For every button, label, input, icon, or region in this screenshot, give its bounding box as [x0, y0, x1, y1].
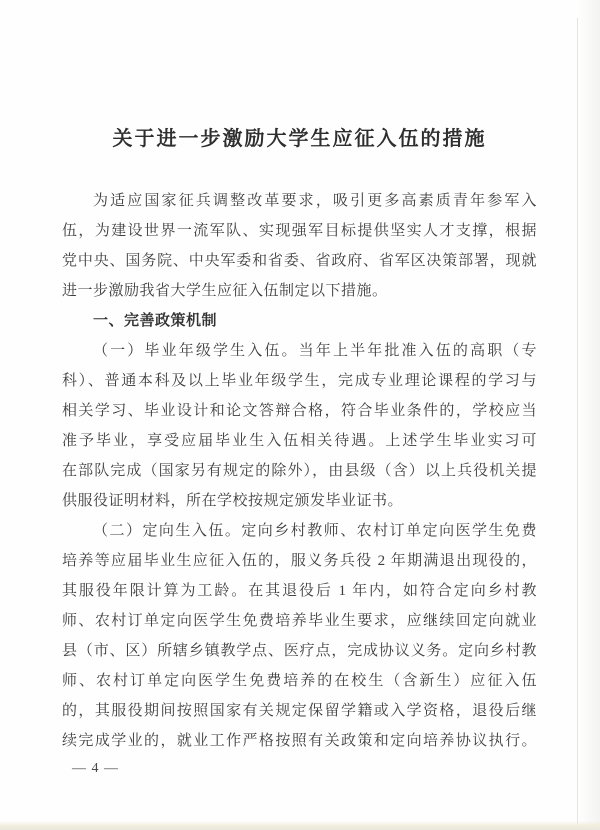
document-title: 关于进一步激励大学生应征入伍的措施 — [112, 128, 487, 150]
item1-line: （一）毕业年级学生入伍。当年上半年批准入伍的高职（专 — [93, 343, 537, 359]
item1-line: 在部队完成（国家另有规定的除外），由县级（含）以上兵役机关提 — [62, 463, 537, 479]
item2-line: 师、农村订单定向医学生免费培养毕业生要求，应继续回定向就业 — [62, 613, 537, 629]
intro-line: 伍，为建设世界一流军队、实现强军目标提供坚实人才支撑，根据 — [62, 223, 537, 239]
item1-line: 相关学习、毕业设计和论文答辩合格，符合毕业条件的，学校应当 — [62, 403, 537, 419]
item2-line: 的，其服役期间按照国家有关规定保留学籍或入学资格，退役后继 — [62, 703, 537, 719]
item1-line: 科）、普通本科及以上毕业年级学生，完成专业理论课程的学习与 — [62, 373, 537, 389]
item2-line: 培养等应届毕业生应征入伍的，服义务兵役 2 年期满退出现役的， — [62, 553, 537, 569]
scan-page-edge-line — [577, 18, 578, 830]
intro-line: 为适应国家征兵调整改革要求，吸引更多高素质青年参军入 — [93, 193, 537, 209]
document-content — [62, 0, 537, 786]
section-heading: 一、完善政策机制 — [93, 313, 218, 329]
item2-line: 续完成学业的，就业工作严格按照有关政策和定向培养协议执行。 — [62, 733, 537, 749]
item2-line: （二）定向生入伍。定向乡村教师、农村订单定向医学生免费 — [93, 523, 537, 539]
item1-line: 供服役证明材料，所在学校按规定颁发毕业证书。 — [62, 493, 404, 509]
scan-right-shadow — [578, 0, 600, 830]
item2-line: 师、农村订单定向医学生免费培养的在校生（含新生）应征入伍 — [62, 673, 537, 689]
document-body — [62, 186, 537, 786]
item2-line: 其服役年限计算为工龄。在其退役后 1 年内，如符合定向乡村教 — [62, 583, 537, 599]
item2-line: 县（市、区）所辖乡镇教学点、医疗点，完成协议义务。定向乡村教 — [62, 643, 537, 659]
intro-line: 党中央、国务院、中央军委和省委、省政府、省军区决策部署，现就 — [62, 253, 537, 269]
intro-line: 进一步激励我省大学生应征入伍制定以下措施。 — [62, 283, 388, 299]
item1-line: 准予毕业，享受应届毕业生入伍相关待遇。上述学生毕业实习可 — [62, 433, 537, 449]
scan-bottom-shadow — [0, 821, 600, 830]
page-number: — 4 — — [72, 761, 119, 776]
